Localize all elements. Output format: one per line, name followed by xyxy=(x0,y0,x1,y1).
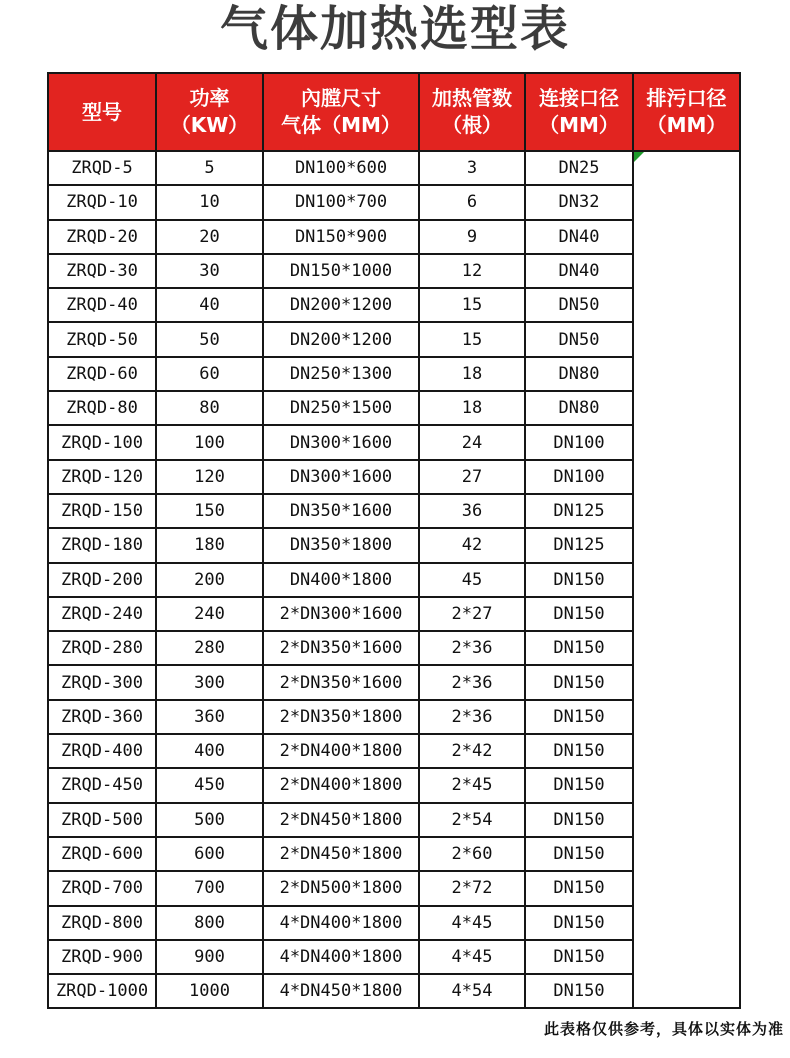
header-power-line2: （KW） xyxy=(170,113,249,137)
table-cell: 2*DN450*1800 xyxy=(263,803,419,837)
table-cell: 4*45 xyxy=(419,940,525,974)
table-cell: DN150*900 xyxy=(263,220,419,254)
table-cell: ZRQD-150 xyxy=(48,494,156,528)
table-cell: 15 xyxy=(419,288,525,322)
table-cell: ZRQD-30 xyxy=(48,254,156,288)
table-cell: 100 xyxy=(156,425,263,459)
table-cell: 2*DN350*1600 xyxy=(263,665,419,699)
table-cell: 27 xyxy=(419,460,525,494)
gas-heater-selection-table xyxy=(47,72,741,1009)
table-cell: DN150 xyxy=(525,906,633,940)
table-cell: DN125 xyxy=(525,494,633,528)
table-cell: 10 xyxy=(156,185,263,219)
table-cell: 2*36 xyxy=(419,631,525,665)
table-cell: 4*DN450*1800 xyxy=(263,974,419,1008)
table-cell: DN350*1600 xyxy=(263,494,419,528)
header-tube-count xyxy=(419,73,525,151)
table-cell: 500 xyxy=(156,803,263,837)
table-cell: 2*DN350*1600 xyxy=(263,631,419,665)
table-cell: ZRQD-360 xyxy=(48,700,156,734)
table-cell: ZRQD-600 xyxy=(48,837,156,871)
table-cell: 3 xyxy=(419,151,525,185)
table-cell: 450 xyxy=(156,768,263,802)
table-cell: DN150*1000 xyxy=(263,254,419,288)
header-drain-diameter-line2: （MM） xyxy=(646,113,727,137)
table-cell: DN200*1200 xyxy=(263,288,419,322)
table-cell: 200 xyxy=(156,563,263,597)
table-cell: 2*DN500*1800 xyxy=(263,871,419,905)
table-cell: ZRQD-80 xyxy=(48,391,156,425)
table-cell: DN150 xyxy=(525,974,633,1008)
table-cell: DN125 xyxy=(525,528,633,562)
table-cell: ZRQD-120 xyxy=(48,460,156,494)
header-chamber-size-line2: 气体（MM） xyxy=(281,113,401,137)
table-cell: 4*DN400*1800 xyxy=(263,940,419,974)
footer-note: 此表格仅供参考，具体以实体为准 xyxy=(543,1020,784,1038)
table-cell: 20 xyxy=(156,220,263,254)
table-cell: 360 xyxy=(156,700,263,734)
header-model-line1: 型号 xyxy=(82,99,122,124)
header-drain-diameter-line1: 排污口径 xyxy=(646,86,727,110)
table-cell: 9 xyxy=(419,220,525,254)
table-cell: DN150 xyxy=(525,871,633,905)
header-connection-diameter-line1: 连接口径 xyxy=(539,86,619,110)
table-cell: ZRQD-240 xyxy=(48,597,156,631)
table-cell: 30 xyxy=(156,254,263,288)
table-cell: 2*45 xyxy=(419,768,525,802)
header-power-line1: 功率 xyxy=(189,86,230,110)
table-cell: DN150 xyxy=(525,940,633,974)
table-cell: ZRQD-1000 xyxy=(48,974,156,1008)
header-drain-diameter xyxy=(633,73,740,151)
table-cell: 2*72 xyxy=(419,871,525,905)
table-cell: DN150 xyxy=(525,768,633,802)
table-cell: DN250*1300 xyxy=(263,357,419,391)
table-cell: 300 xyxy=(156,665,263,699)
table-cell: DN150 xyxy=(525,734,633,768)
table-cell: 4*DN400*1800 xyxy=(263,906,419,940)
table-cell: DN400*1800 xyxy=(263,563,419,597)
table-cell: 18 xyxy=(419,391,525,425)
table-cell: 2*DN400*1800 xyxy=(263,734,419,768)
table-cell: 2*36 xyxy=(419,665,525,699)
header-tube-count-line1: 加热管数 xyxy=(432,86,512,110)
table-cell: DN100*600 xyxy=(263,151,419,185)
table-cell: DN150 xyxy=(525,803,633,837)
table-cell: DN150 xyxy=(525,665,633,699)
table-cell: 45 xyxy=(419,563,525,597)
table-cell: 15 xyxy=(419,322,525,356)
table-cell: ZRQD-900 xyxy=(48,940,156,974)
table-cell: 80 xyxy=(156,391,263,425)
table-cell: DN150 xyxy=(525,563,633,597)
table-cell: DN250*1500 xyxy=(263,391,419,425)
table-cell: ZRQD-180 xyxy=(48,528,156,562)
table-cell: DN80 xyxy=(525,357,633,391)
header-row xyxy=(48,73,740,151)
table-cell: 2*DN300*1600 xyxy=(263,597,419,631)
table-cell: 280 xyxy=(156,631,263,665)
table-cell: 4*54 xyxy=(419,974,525,1008)
table-cell: 2*42 xyxy=(419,734,525,768)
header-connection-diameter-line2: （MM） xyxy=(539,113,619,137)
table-cell: DN150 xyxy=(525,631,633,665)
table-cell: DN40 xyxy=(525,254,633,288)
table-cell: 2*DN400*1800 xyxy=(263,768,419,802)
table-cell: 42 xyxy=(419,528,525,562)
table-cell: ZRQD-300 xyxy=(48,665,156,699)
table-cell: 180 xyxy=(156,528,263,562)
table-row xyxy=(48,151,740,185)
table-cell: 5 xyxy=(156,151,263,185)
table-cell: ZRQD-500 xyxy=(48,803,156,837)
header-chamber-size xyxy=(263,73,419,151)
table-cell: 2*60 xyxy=(419,837,525,871)
table-cell: ZRQD-10 xyxy=(48,185,156,219)
table-cell: ZRQD-5 xyxy=(48,151,156,185)
drain-column-merged-cell xyxy=(633,151,740,1008)
cell-corner-marker-icon xyxy=(634,152,644,162)
table-cell: 2*36 xyxy=(419,700,525,734)
header-connection-diameter xyxy=(525,73,633,151)
table-cell: 36 xyxy=(419,494,525,528)
table-cell: 40 xyxy=(156,288,263,322)
table-cell: DN150 xyxy=(525,837,633,871)
table-cell: 12 xyxy=(419,254,525,288)
table-cell: 1000 xyxy=(156,974,263,1008)
table-cell: 150 xyxy=(156,494,263,528)
table-cell: ZRQD-20 xyxy=(48,220,156,254)
table-cell: 700 xyxy=(156,871,263,905)
table-cell: 120 xyxy=(156,460,263,494)
table-cell: 4*45 xyxy=(419,906,525,940)
table-cell: DN300*1600 xyxy=(263,425,419,459)
table-cell: DN100 xyxy=(525,425,633,459)
header-tube-count-line2: （根） xyxy=(442,113,502,137)
table-cell: ZRQD-280 xyxy=(48,631,156,665)
table-body xyxy=(48,151,740,1008)
table-cell: 6 xyxy=(419,185,525,219)
table-cell: ZRQD-700 xyxy=(48,871,156,905)
header-chamber-size-line1: 內膛尺寸 xyxy=(301,86,381,110)
table-cell: DN80 xyxy=(525,391,633,425)
table-cell: 60 xyxy=(156,357,263,391)
table-cell: ZRQD-40 xyxy=(48,288,156,322)
table-cell: ZRQD-800 xyxy=(48,906,156,940)
table-cell: ZRQD-450 xyxy=(48,768,156,802)
table-cell: 2*54 xyxy=(419,803,525,837)
table-cell: 240 xyxy=(156,597,263,631)
table-cell: 600 xyxy=(156,837,263,871)
table-cell: ZRQD-100 xyxy=(48,425,156,459)
table-cell: DN32 xyxy=(525,185,633,219)
table-cell: 900 xyxy=(156,940,263,974)
table-cell: DN300*1600 xyxy=(263,460,419,494)
table-cell: ZRQD-200 xyxy=(48,563,156,597)
table-cell: 800 xyxy=(156,906,263,940)
table-cell: DN40 xyxy=(525,220,633,254)
table-cell: 400 xyxy=(156,734,263,768)
table-cell: 2*DN450*1800 xyxy=(263,837,419,871)
page-title: 气体加热选型表 xyxy=(219,1,570,57)
table-cell: DN100 xyxy=(525,460,633,494)
header-model xyxy=(48,73,156,151)
table-cell: DN50 xyxy=(525,288,633,322)
table-cell: DN100*700 xyxy=(263,185,419,219)
table-cell: ZRQD-400 xyxy=(48,734,156,768)
table-cell: ZRQD-50 xyxy=(48,322,156,356)
table-cell: DN50 xyxy=(525,322,633,356)
table-cell: 24 xyxy=(419,425,525,459)
table-cell: DN150 xyxy=(525,700,633,734)
table-cell: 18 xyxy=(419,357,525,391)
table-cell: DN350*1800 xyxy=(263,528,419,562)
table-cell: 2*27 xyxy=(419,597,525,631)
table-cell: 2*DN350*1800 xyxy=(263,700,419,734)
table-cell: DN150 xyxy=(525,597,633,631)
table-cell: ZRQD-60 xyxy=(48,357,156,391)
table-cell: DN200*1200 xyxy=(263,322,419,356)
table-cell: 50 xyxy=(156,322,263,356)
header-power xyxy=(156,73,263,151)
table-cell: DN25 xyxy=(525,151,633,185)
